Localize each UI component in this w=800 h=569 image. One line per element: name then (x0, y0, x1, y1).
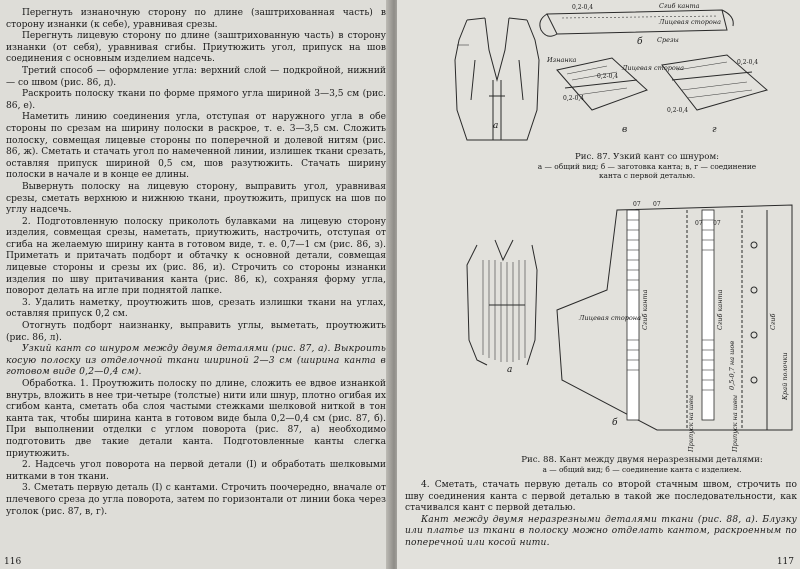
fig87-label-sgib: Сгиб канта (659, 2, 700, 10)
paragraph: Вывернуть полоску на лицевую сторону, выправить угол, уравнивая срезы, сметать верхнюю и нижнюю ткани, проутюжить, припуск на шов по углу надсечь. (6, 181, 386, 216)
figure-87 (397, 0, 800, 150)
fig88-label-sgib-kanta2: Сгиб канта (716, 289, 724, 330)
fig87-dim: 0,2-0,4 (667, 107, 689, 114)
caption-title: Рис. 88. Кант между двумя неразрезными деталями: (521, 455, 763, 465)
fig88-label-07: 07 (713, 220, 721, 227)
fig88-label-pripusk: Припуск на швы (687, 394, 695, 452)
figure-87v (546, 56, 684, 135)
paragraph: Перегнуть лицевую сторону по длине (заштрихованную часть) в сторону изнанки (от себя), уравнивая сгибы. Приутюжить угол, припуск на шов соединения с основным изделием надсечь. (6, 31, 386, 65)
figure-87a-jacket (455, 18, 539, 140)
paragraph: Третий способ — оформление угла: верхний слой — подкройной, нижний — со швом (рис. 86, д). (6, 65, 386, 88)
paragraph: 3. Сметать первую деталь (I) с кантами. Строчить поочередно, вначале от плечевого среза до угла поворота, затем по горизонтали от линии бока через уголок (рис. 87, в, г). (6, 483, 386, 517)
section-heading-paragraph: Кант между двумя неразрезными деталями ткани (рис. 88, а). Блузку или платье из ткани в полоску можно отделать кантом, раскроенным по поперечной или косой нити. (405, 514, 797, 548)
caption-sub: а — общий вид; б — соединение канта с изделием. (542, 465, 742, 474)
fig88-label-sgib-kanta: Сгиб канта (641, 289, 649, 330)
paragraph: 4. Сметать, стачать первую деталь со второй стачным швом, строчить по шву соединения канта с первой деталью в такой же последовательности, как стачивался кант с первой деталью. (405, 480, 797, 514)
page-number: 116 (4, 557, 22, 567)
fig87-dim: 0,2-0,4 (563, 95, 585, 102)
fig88-label-07: 07 (653, 201, 661, 208)
left-page (0, 0, 393, 569)
paragraph: Отогнуть подборт наизнанку, выправить углы, выметать, проутюжить (рис. 86, л). (6, 321, 386, 343)
caption-sub: а — общий вид; б — заготовка канта; в, г — соединение канта с первой деталью. (537, 162, 757, 180)
fig88-label-07: 07 (695, 220, 703, 227)
fig88-label-sgib: Сгиб (769, 313, 777, 330)
fig87-dim: 0,2-0,4 (737, 59, 759, 66)
fig87-dim: 0,2-0,4 (572, 4, 594, 11)
fig87-label-srezy: Срезы (657, 36, 679, 44)
paragraph: 2. Надсечь угол поворота на первой детали (I) и обработать шелковыми нитками в тон ткани. (6, 460, 386, 482)
paragraph: Наметить линию соединения угла, отступая от наружного угла в обе стороны по срезам на ширину полоски в раскрое, т. е. 3—3,5 см. Сложить полоску, совмещая лицевые стороны по поперечной и долевой нитям (рис. 86, ж). Сметать и стачать угол по намеченной линии, излишек ткани срезать, оставляя припуск шириной 0,5 см, шов разутюжить. Стачать ширину полоски в начале и в конце ее длины. (6, 112, 386, 181)
fig88-label-07: 07 (633, 201, 641, 208)
figure-88b-pattern (557, 201, 792, 453)
caption-title: Рис. 87. Узкий кант со шнуром: (574, 152, 720, 162)
figure-87-caption (527, 152, 767, 180)
right-page (397, 0, 800, 569)
fig87-label-iznanka: Изнанка (547, 56, 577, 64)
fig88-label-a: а (507, 365, 513, 375)
paragraph: 3. Удалить наметку, проутюжить шов, срезать излишки ткани на углах, оставляя припуск 0,2 см. (6, 297, 386, 320)
fig87-label-b: б (637, 37, 643, 47)
fig88-label-shov: 0,5-0,7 на шов (728, 340, 736, 390)
fig87-label-v: в (622, 125, 628, 135)
paragraph: Раскроить полоску ткани по форме прямого угла шириной 3—3,5 см (рис. 86, е). (6, 89, 386, 111)
section-heading-paragraph: Узкий кант со шнуром между двумя деталями (рис. 87, а). Выкроить косую полоску из отделочной ткани шириной 2—3 см (ширина канта в готовом виде 0,2—0,4 см). (6, 344, 386, 378)
paragraph: 2. Подготовленную полоску приколоть булавками на лицевую сторону изделия, совмещая срезы, наметать, приутюжить, настрочить, отступая от сгиба на желаемую ширину канта в готовом виде, т. е. 0,7—1 см (рис. 86, з). Приметать и притачать подборт и обтачку к основной детали, совмещая лицевые стороны и срезы их (рис. 86, и). Строчить со стороны изнанки изделия по шву притачивания канта (рис. 86, к), сохраняя форму угла, поворот делать на игле при поднятой лапке. (6, 216, 386, 297)
fig87-label-litsevaya2: Лицевая сторона (622, 64, 684, 72)
paragraph: Обработка. 1. Проутюжить полоску по длине, сложить ее вдвое изнанкой внутрь, вложить в нее три-четыре (толстые) нити или шнур, плотно огибая их сгибом канта, сметать оба слоя частыми стежками шелковой ниткой в тон канта так, чтобы ширина канта в готовом виде была 0,2—0,4 см (рис. 87, б). При выполнении отделки с углом поворота (рис. 87, а) необходимо подготовить две такие детали канта. Подготовленные канты слегка приутюжить. (6, 379, 386, 459)
fig88-label-kray: Край полочки (781, 352, 789, 400)
fig88-label-pripusk2: Припуск на швы (731, 394, 739, 452)
figure-87b-blank (540, 2, 733, 47)
page-number: 117 (776, 557, 794, 567)
fig87-label-litsevaya: Лицевая сторона (659, 18, 721, 26)
fig87-dim: 0,2-0,4 (597, 73, 619, 80)
fig87-label-g: г (712, 125, 717, 135)
paragraph: Перегнуть изнаночную сторону по длине (заштрихованная часть) в сторону изнанки (к себе), уравнивая срезы. (6, 8, 386, 30)
fig88-label-litsevaya: Лицевая сторона (579, 314, 641, 322)
fig87-label-a: а (493, 121, 499, 131)
figure-88-caption (487, 455, 797, 474)
figure-88 (397, 190, 800, 460)
right-page-text (405, 480, 797, 550)
figure-88a-dress (467, 240, 537, 375)
fig88-label-b: б (612, 418, 618, 428)
left-page-text (6, 8, 386, 518)
